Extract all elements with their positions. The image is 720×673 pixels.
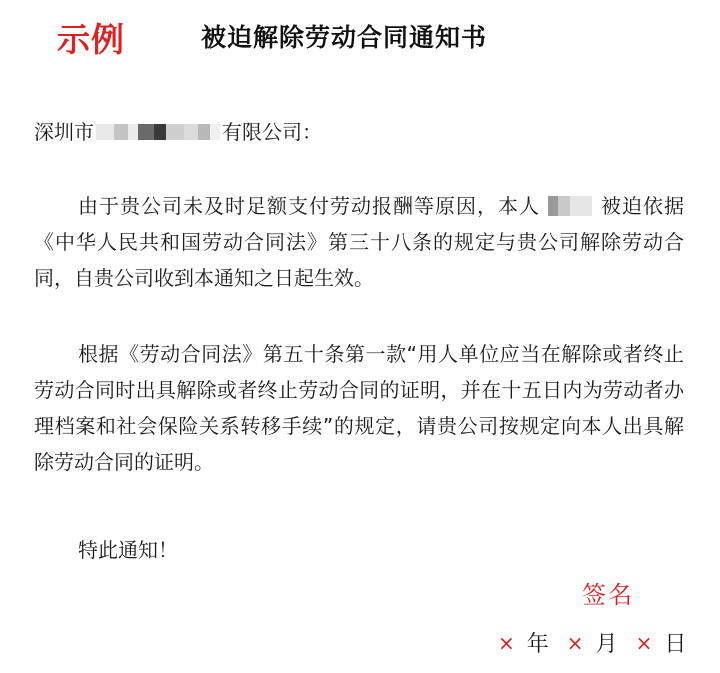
document-title: 被迫解除劳动合同通知书 (201, 23, 488, 52)
paragraph3-text: 特此通知！ (78, 538, 178, 562)
paragraph1-part2: 被迫依据《中华人民共和国劳动合同法》第三十八条的规定与贵公司解除劳动合同，自贵公司收到本通知之日起生效。 (34, 194, 684, 290)
addressee-city: 深圳市 (34, 120, 94, 144)
redacted-company-name (96, 124, 220, 140)
example-label: 示例 (57, 20, 125, 59)
paragraph2-text: 根据《劳动合同法》第五十条第一款“用人单位应当在解除或者终止劳动合同时出具解除或者终止劳动合同的证明，并在十五日内为劳动者办理档案和社会保险关系转移手续”的规定，请贵公司按规定向本人出具解除劳动合同的证明。 (34, 342, 684, 474)
month-placeholder-mark: × (566, 630, 584, 655)
paragraph-termination-reason (34, 188, 684, 296)
day-label: 日 (664, 632, 687, 657)
day-placeholder-mark: × (635, 630, 653, 655)
paragraph-closing (34, 532, 684, 568)
addressee-line (34, 118, 322, 146)
year-placeholder-mark: × (498, 630, 515, 655)
signature-label: 签名 (582, 581, 634, 609)
addressee-company-suffix: 有限公司： (222, 120, 322, 144)
paragraph1-part1: 由于贵公司未及时足额支付劳动报酬等原因，本人 (78, 194, 540, 218)
month-label: 月 (595, 632, 618, 657)
paragraph-certificate-request (34, 336, 684, 480)
year-label: 年 (526, 632, 549, 657)
redacted-person-name (548, 196, 592, 216)
date-line (498, 627, 686, 658)
